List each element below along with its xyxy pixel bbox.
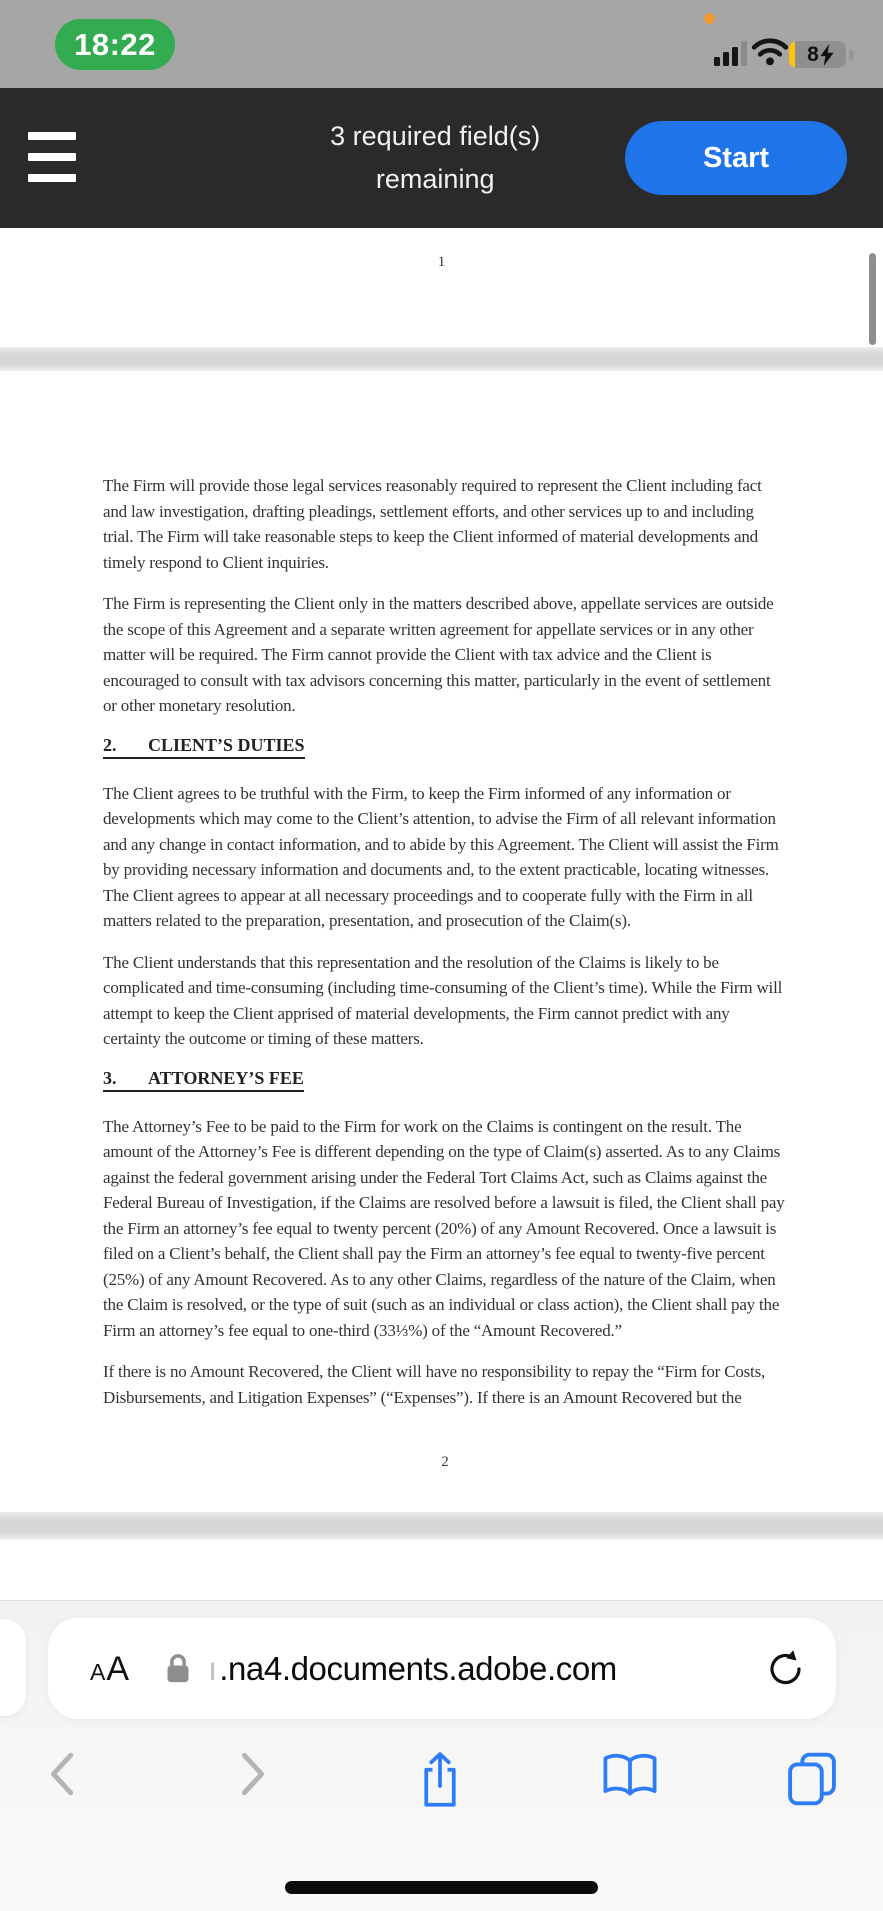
- required-fields-status: [330, 115, 540, 201]
- share-icon[interactable]: [417, 1751, 463, 1814]
- cellular-signal-icon: [714, 40, 747, 66]
- bookmarks-icon[interactable]: [601, 1751, 659, 1804]
- home-indicator[interactable]: [285, 1881, 598, 1894]
- clock-text: 18:22: [74, 26, 156, 62]
- text-size-button[interactable]: AA: [90, 1649, 131, 1688]
- safari-toolbar: [0, 1751, 883, 1813]
- page-2-number: 2: [441, 1454, 449, 1470]
- reload-icon[interactable]: [766, 1648, 806, 1690]
- section-heading-attorneys-fee: 3. ATTORNEY’S FEE: [103, 1068, 787, 1092]
- page-break: [0, 347, 883, 371]
- battery-charging-icon: [789, 41, 846, 68]
- adjacent-tab-edge[interactable]: [0, 1619, 26, 1716]
- paragraph: The Client understands that this representation and the resolution of the Claims is likely to be complicated and time-consuming (including time-consuming of the Client’s time). While the Firm will attempt to keep the Client apprised of material developments, the Firm cannot predict with any certainty the outcome or timing of these matters.: [103, 952, 783, 1048]
- page-1-number: 1: [437, 254, 446, 270]
- paragraph: If there is no Amount Recovered, the Client will have no responsibility to repay the “Firm for Costs, Disbursements, and Litigation Expenses” (“Expenses”). If there is an Amount Recovered but the: [103, 1362, 766, 1407]
- paragraph: The Client agrees to be truthful with the Firm, to keep the Firm informed of any information or developments which may come to the Client’s attention, to advise the Firm of all relevant information and any change in contact information, and to abide by this Agreement. The Client will assist the Firm by providing necessary information and documents and, to the extent practicable, locating witnesses. The Client agrees to appear at all necessary proceedings and to cooperate fully with the Firm in all matters related to the preparation, presentation, and prosecution of the Claim(s).: [103, 783, 779, 930]
- section-heading-clients-duties: 2. CLIENT’S DUTIES: [103, 735, 787, 759]
- url-host: .na4.documents.adobe.com: [219, 1649, 617, 1687]
- required-fields-line2: remaining: [375, 164, 495, 194]
- page-break: [0, 1512, 883, 1540]
- wifi-icon: [751, 38, 789, 71]
- recording-dot-icon: [704, 13, 715, 24]
- page-3-top: [0, 1540, 883, 1600]
- url-field[interactable]: [48, 1618, 836, 1719]
- paragraph: The Firm is representing the Client only in the matters described above, appellate services are outside the scope of this Agreement and a separate written agreement for appellate services or in any other matter will be required. The Firm cannot provide the Client with tax advice and the Client is encouraged to consult with tax advisors concerning this matter, particularly in the event of settlement or other monetary resolution.: [103, 594, 774, 715]
- paragraph: The Firm will provide those legal services reasonably required to represent the Client including fact and law investigation, drafting pleadings, settlement efforts, and other services up to and including trial. The Firm will take reasonable steps to keep the Client informed of material developments and timely respond to Client inquiries.: [103, 476, 762, 572]
- paragraph: The Attorney’s Fee to be paid to the Firm for work on the Claims is contingent on the result. The amount of the Attorney’s Fee is different depending on the type of Claim(s) asserted. As to any Claims against the federal government arising under the Federal Tort Claims Act, such as Claims against the Federal Bureau of Investigation, if the Claims are resolved before a lawsuit is filed, the Client shall pay the Firm an attorney’s fee equal to twenty percent (20%) of any Amount Recovered. Once a lawsuit is filed on a Client’s behalf, the Client shall pay the Firm an attorney’s fee equal to twenty-five percent (25%) of any Amount Recovered. As to any other Claims, regardless of the nature of the Claim, when the Claim is resolved, or the type of suit (such as an individual or class action), the Client shall pay the Firm an attorney’s fee equal to one-third (33⅓%) of the “Amount Recovered.”: [103, 1116, 785, 1340]
- app-header: [0, 88, 883, 228]
- battery-fill: [789, 41, 795, 68]
- tabs-icon[interactable]: [786, 1751, 838, 1810]
- start-button[interactable]: Start: [625, 121, 847, 195]
- url-clipped-char: ı: [208, 1649, 218, 1687]
- required-fields-line1: 3 required field(s): [330, 121, 541, 151]
- page-1-bottom: [0, 228, 883, 347]
- safari-bottom-chrome: [0, 1600, 883, 1911]
- battery-cap: [849, 50, 854, 60]
- hamburger-menu-icon[interactable]: [28, 132, 76, 182]
- forward-button[interactable]: [237, 1751, 269, 1800]
- time-pill: [55, 19, 175, 70]
- back-button[interactable]: [46, 1751, 78, 1800]
- lock-icon: [164, 1652, 192, 1686]
- battery-percent: 8: [807, 42, 819, 66]
- page-2: [0, 371, 883, 1512]
- scrollbar[interactable]: [869, 253, 876, 345]
- document-viewport[interactable]: [0, 228, 883, 1600]
- status-bar: [0, 0, 883, 88]
